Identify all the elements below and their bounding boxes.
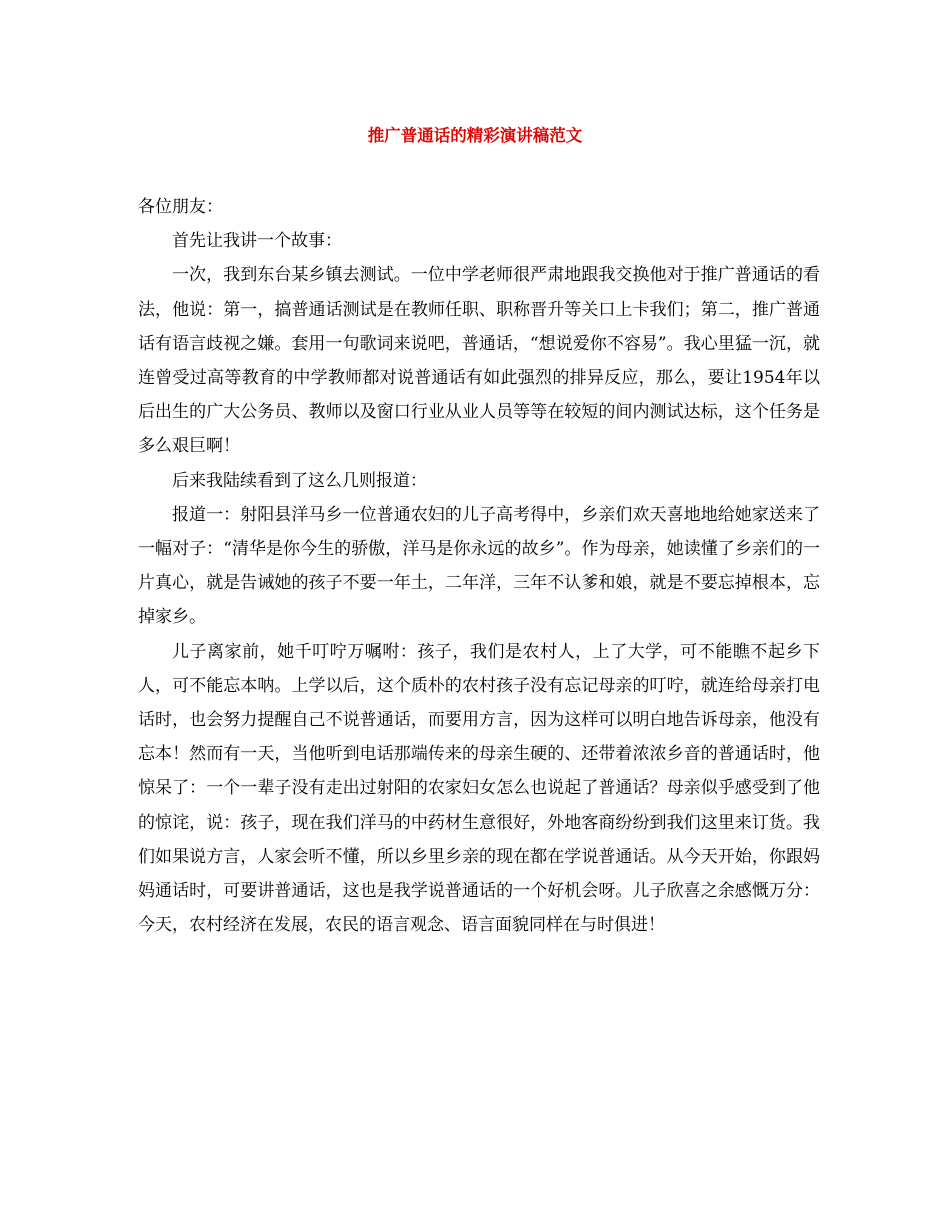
greeting: 各位朋友： (138, 197, 223, 217)
document-title: 推广普通话的精彩演讲稿范文 (367, 126, 583, 145)
paragraph: 一次，我到东台某乡镇去测试。一位中学老师很严肃地跟我交换他对于推广普通话的看法，他说：第一，搞普通话测试是在教师任职、职称晋升等关口上卡我们；第二，推广普通话有语言歧视之嫌。套用一句歌词来说吧，普通话，“想说爱你不容易”。我心里猛一沉，就连曾受过高等教育的中学教师都对说普通话有如此强烈的排异反应，那么，要让1954年以后出生的广大公务员、教师以及窗口行业从业人员等等在较短的间内测试达标，这个任务是多么艰巨啊！ (138, 265, 820, 457)
paragraph: 报道一：射阳县洋马乡一位普通农妇的儿子高考得中，乡亲们欢天喜地地给她家送来了一幅对子：“清华是你今生的骄傲，洋马是你永远的故乡”。作为母亲，她读懂了乡亲们的一片真心，就是告诫她的孩子不要一年土，二年洋，三年不认爹和娘，就是不要忘掉根本，忘掉家乡。 (138, 504, 820, 628)
document-body (138, 190, 820, 942)
paragraph: 首先让我讲一个故事： (172, 231, 342, 252)
paragraph: 后来我陆续看到了这么几则报道： (172, 470, 427, 491)
paragraph: 儿子离家前，她千叮咛万嘱咐：孩子，我们是农村人，上了大学，可不能瞧不起乡下人，可不能忘本呐。上学以后，这个质朴的农村孩子没有忘记母亲的叮咛，就连给母亲打电话时，也会努力提醒自己不说普通话，而要用方言，因为这样可以明白地告诉母亲，他没有忘本！然而有一天，当他听到电话那端传来的母亲生硬的、还带着浓浓乡音的普通话时，他惊呆了：一个一辈子没有走出过射阳的农家妇女怎么也说起了普通话？母亲似乎感受到了他的惊诧，说：孩子，现在我们洋马的中药材生意很好，外地客商纷纷到我们这里来订货。我们如果说方言，人家会听不懂，所以乡里乡亲的现在都在学说普通话。从今天开始，你跟妈妈通话时，可要讲普通话，这也是我学说普通话的一个好机会呀。儿子欣喜之余感慨万分：今天，农村经济在发展，农民的语言观念、语言面貌同样在与时俱进！ (138, 641, 820, 936)
